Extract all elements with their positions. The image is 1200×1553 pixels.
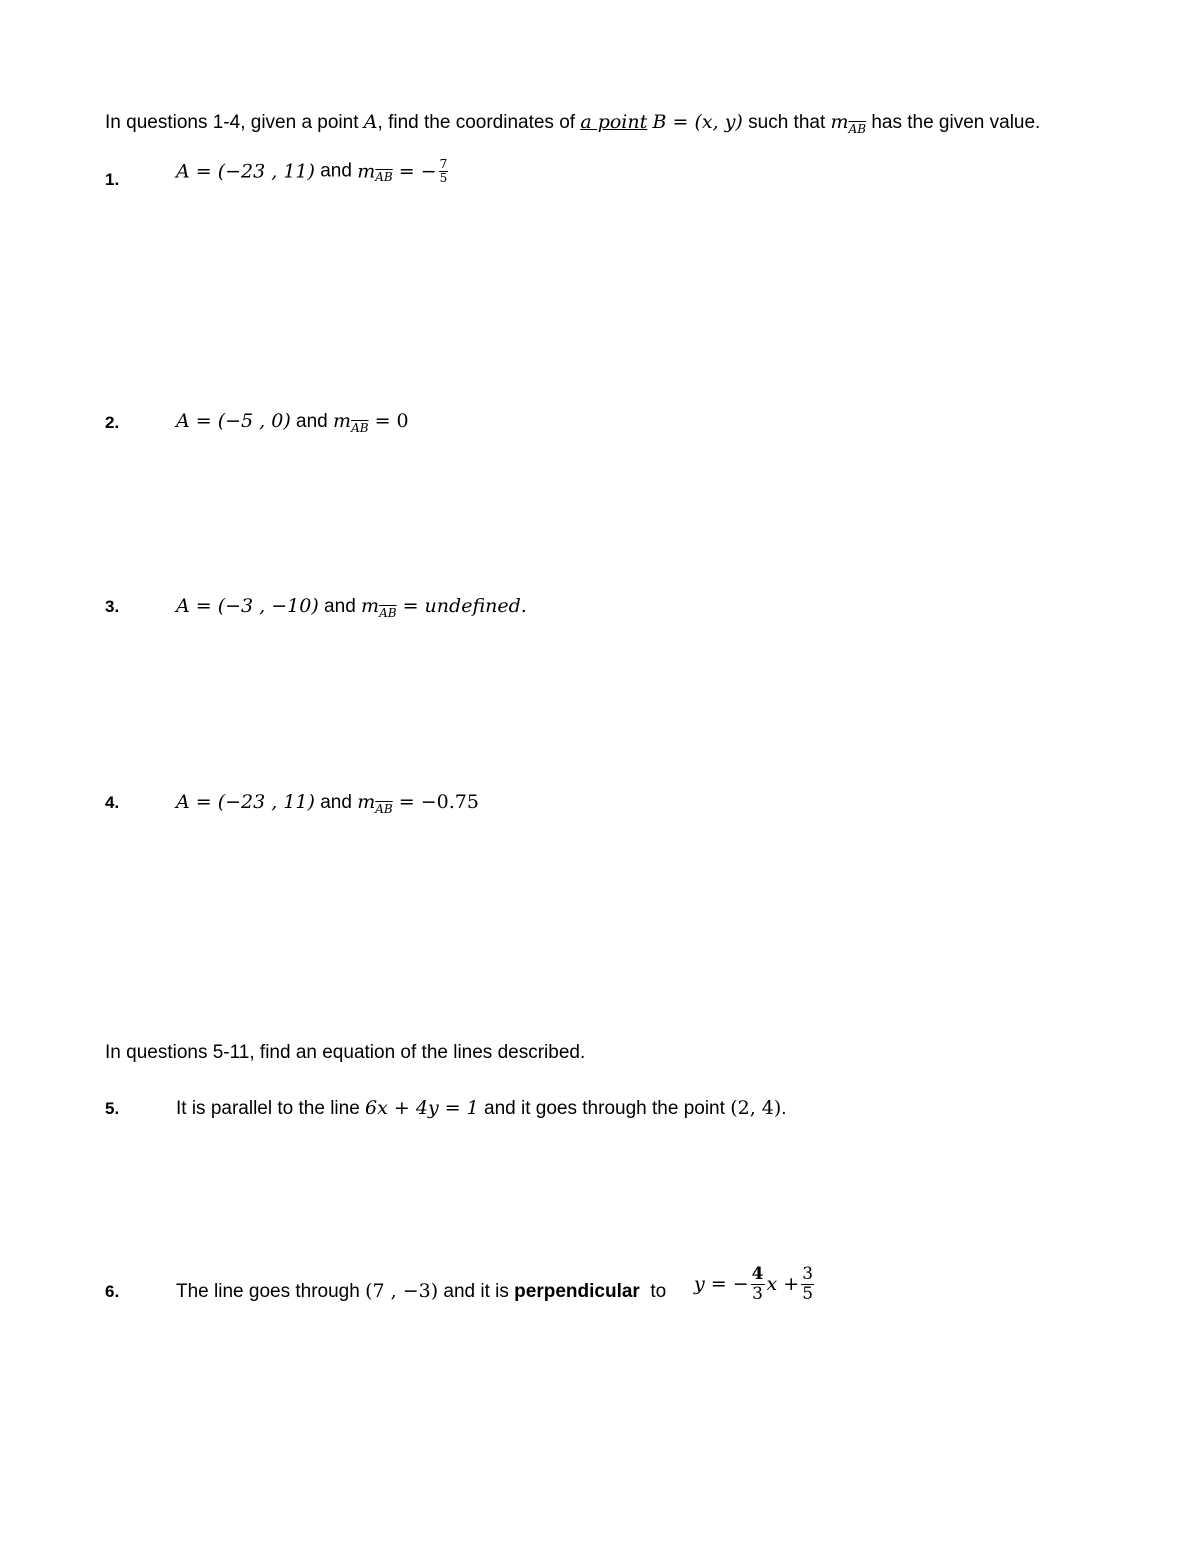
intro-underlined-point: a point	[580, 111, 648, 133]
q5-equation: 6x + 4y = 1	[365, 1097, 479, 1119]
question-6-number: 6.	[105, 1282, 120, 1301]
q6-eq-lhs: y = −	[694, 1273, 749, 1296]
q3-lhs: A = (−3 , −10)	[176, 595, 319, 617]
q6-eq-mid: x +	[766, 1273, 800, 1296]
intro-text-a: In questions 1-4, given a point	[105, 112, 364, 133]
q6-text-b: and it is	[438, 1281, 515, 1302]
q1-frac-num: 7	[439, 157, 448, 171]
q2-lhs: A = (−5 , 0)	[176, 410, 291, 432]
q3-and: and	[318, 596, 362, 617]
q1-sub: AB	[375, 169, 393, 184]
question-3	[176, 595, 527, 618]
intro-text-e: has the given value.	[866, 112, 1041, 133]
q1-lhs: A = (−23 , 11)	[176, 160, 315, 183]
q4-sub: AB	[375, 802, 393, 816]
q6-fraction-1	[751, 1265, 765, 1303]
q6-point: (7 , −3)	[365, 1280, 439, 1302]
q6-fraction-2	[801, 1265, 814, 1303]
q6-f2-num: 3	[802, 1264, 814, 1284]
q3-sub: AB	[379, 606, 397, 620]
q6-equation	[694, 1265, 816, 1303]
intro-slope-m: m	[830, 111, 849, 133]
q5-text-b: and it goes through the point	[478, 1098, 731, 1119]
q4-and: and	[314, 792, 358, 813]
q5-text-c: .	[781, 1098, 787, 1119]
question-1	[176, 158, 450, 185]
q6-f1-num: 4	[751, 1264, 764, 1284]
q4-rhs: = −0.75	[392, 791, 479, 813]
q6-text-c: to	[639, 1281, 667, 1302]
intro-text-d: such that	[742, 112, 831, 133]
question-4	[176, 791, 479, 814]
intro-var-a: A	[363, 111, 378, 133]
q2-sub: AB	[351, 421, 369, 435]
question-6	[176, 1280, 666, 1303]
q1-frac-den: 5	[439, 171, 448, 186]
question-2-number: 2.	[105, 413, 120, 432]
question-5	[176, 1097, 787, 1120]
q3-m: m	[361, 595, 380, 617]
question-1-number: 1.	[105, 170, 120, 189]
q1-eq: = −	[392, 160, 437, 183]
q1-m: m	[357, 160, 376, 183]
intro-slope-sub: AB	[848, 122, 867, 136]
intro-point-b: B = (x, y)	[652, 111, 743, 133]
q3-rhs: = undefined.	[396, 595, 527, 617]
question-4-number: 4.	[105, 793, 120, 812]
q4-m: m	[357, 791, 376, 813]
q5-text-a: It is parallel to the line	[176, 1098, 366, 1119]
section-1-instructions	[105, 111, 1040, 134]
q2-and: and	[290, 411, 334, 432]
q6-f2-den: 5	[802, 1283, 814, 1304]
question-3-number: 3.	[105, 597, 120, 616]
q2-m: m	[333, 410, 352, 432]
q4-lhs: A = (−23 , 11)	[176, 791, 315, 813]
q2-rhs: = 0	[368, 410, 409, 432]
q6-perpendicular: perpendicular	[514, 1281, 640, 1302]
question-2	[176, 410, 409, 433]
question-5-number: 5.	[105, 1099, 120, 1118]
intro-text-b: , find the coordinates of	[377, 112, 581, 133]
q1-and: and	[314, 160, 358, 182]
q5-point: (2, 4)	[730, 1097, 782, 1119]
q6-text-a: The line goes through	[176, 1281, 366, 1302]
q6-f1-den: 3	[752, 1283, 763, 1304]
section-2-instructions: In questions 5-11, find an equation of the lines described.	[105, 1042, 586, 1063]
q1-fraction	[439, 158, 449, 185]
